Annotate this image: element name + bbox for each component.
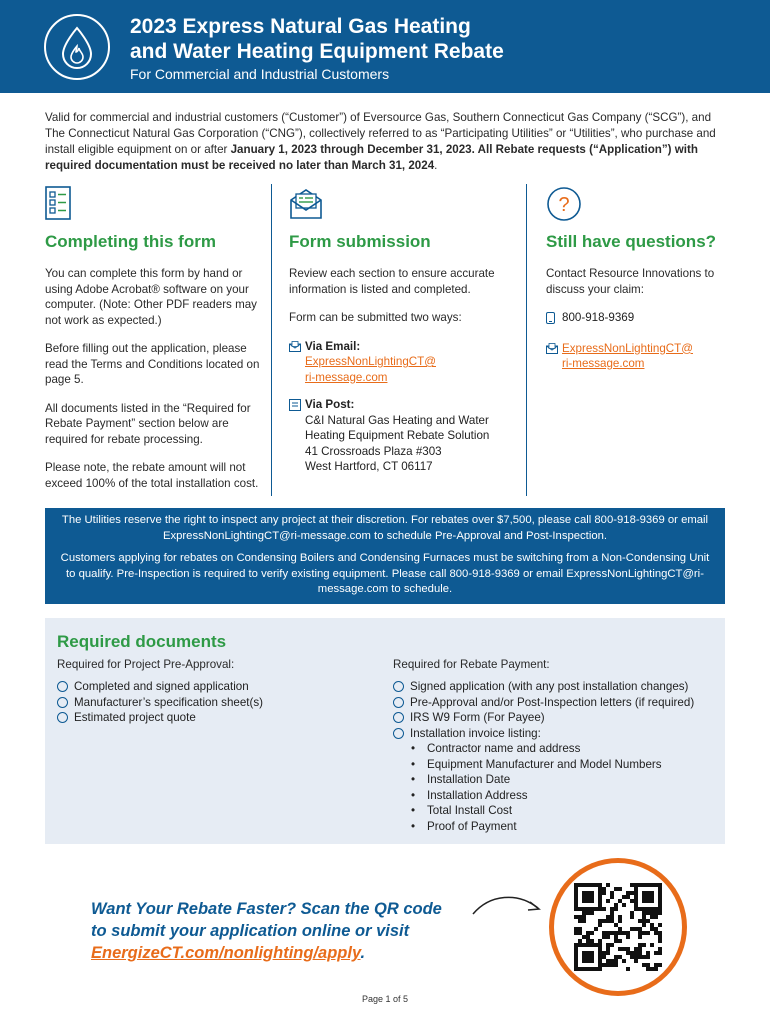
checkbox-circle[interactable] (393, 697, 404, 708)
invoice-bullet-label: Installation Address (427, 788, 528, 802)
completing-heading: Completing this form (45, 232, 216, 251)
post-address-line4: West Hartford, CT 06117 (305, 460, 433, 473)
invoice-bullet: • Proof of Payment (411, 819, 517, 833)
preapproval-item-label: Completed and signed application (74, 680, 249, 693)
invoice-bullet: • Installation Address (411, 788, 528, 802)
checkbox-circle[interactable] (57, 712, 68, 723)
page-title (130, 14, 730, 64)
invoice-bullet: • Installation Date (411, 773, 511, 786)
payment-title: Required for Rebate Payment: (393, 658, 550, 671)
questions-heading: Still have questions? (546, 232, 717, 251)
invoice-bullet: • Total Install Cost (411, 804, 513, 817)
phone-number[interactable]: 800-918-9369 (562, 311, 635, 324)
payment-item-label: Signed application (with any post installation changes) (410, 680, 689, 693)
intro-end: . (434, 159, 438, 172)
cta-end: . (360, 944, 366, 962)
envelope-form-icon (289, 186, 519, 224)
required-heading: Required documents (57, 632, 227, 651)
email-link-line1[interactable]: ExpressNonLightingCT@ (305, 355, 436, 368)
checkbox-circle[interactable] (393, 681, 404, 692)
phone-icon (546, 312, 562, 329)
qr-code-badge[interactable] (549, 858, 687, 996)
completing-p3: All documents listed in the “Required for Rebate Payment” section below are required for rebate processing. (45, 401, 251, 446)
email-label: Via Email: (305, 339, 361, 353)
column-divider (271, 184, 272, 496)
intro-text: Valid for commercial and industrial customers (“Customer”) of Eversource Gas, Southern Connecticut Gas Company (“SCG”), and The Connecticut Natural Gas Corporation (“CNG”), collectively referred to as “Participating Utilities” or “Utilities”, who purchase and install eligible equipment on or after (45, 111, 716, 156)
apply-link[interactable]: EnergizeCT.com/nonlighting/apply (91, 944, 361, 962)
payment-item-label: Pre-Approval and/or Post-Inspection letters (if required) (410, 695, 695, 709)
completing-p1: You can complete this form by hand or using Adobe Acrobat® software on your computer. (Note: Other PDF readers may not work as expected.) (45, 267, 257, 327)
preapproval-item[interactable] (57, 710, 377, 726)
qr-call-to-action (91, 898, 491, 964)
invoice-bullet-label: Total Install Cost (427, 804, 513, 817)
completing-p4: Please note, the rebate amount will not exceed 100% of the total installation cost. (45, 461, 259, 490)
invoice-bullet-label: Installation Date (427, 773, 511, 786)
questions-p1: Contact Resource Innovations to discuss your claim: (546, 267, 715, 296)
notice-p2: Customers applying for rebates on Condensing Boilers and Condensing Furnaces must be switching from a Non-Condensing Unit to qualify. Pre-Inspection is required to verify existing equipment. Please call 800-918-9369 or email ExpressNonLightingCT@ri-message.com to schedule. (60, 552, 710, 595)
contact-email (546, 341, 736, 372)
submission-p1: Review each section to ensure accurate information is listed and completed. (289, 267, 495, 296)
column-divider (526, 184, 527, 496)
email-icon (289, 341, 305, 357)
payment-item[interactable] (393, 679, 723, 695)
post-address-line2: Heating Equipment Rebate Solution (305, 429, 490, 442)
curved-arrow-icon (470, 888, 546, 928)
payment-item[interactable] (393, 726, 723, 742)
payment-item-label: IRS W9 Form (For Payee) (410, 711, 545, 724)
contact-email-line2[interactable]: ri-message.com (562, 357, 645, 370)
checkbox-circle[interactable] (57, 697, 68, 708)
post-label: Via Post: (305, 398, 355, 411)
svg-text:?: ? (558, 194, 570, 216)
post-address-line3: 41 Crossroads Plaza #303 (305, 444, 442, 458)
contact-phone (546, 310, 736, 329)
preapproval-item-label: Manufacturer’s specification sheet(s) (74, 695, 264, 709)
post-address-line1: C&I Natural Gas Heating and Water (305, 413, 489, 427)
email-icon (546, 343, 562, 359)
questions-section (546, 186, 736, 384)
inspection-notice (45, 508, 725, 604)
cta-line2: to submit your application online or visit (91, 922, 410, 940)
payment-item[interactable] (393, 710, 723, 726)
payment-item-label: Installation invoice listing: (410, 726, 541, 740)
invoice-bullet: • Equipment Manufacturer and Model Numbers (411, 757, 662, 771)
invoice-bullet-label: Proof of Payment (427, 819, 517, 833)
header-banner (0, 0, 770, 93)
title-line-1: 2023 Express Natural Gas Heating (130, 15, 471, 38)
preapproval-item[interactable] (57, 679, 377, 695)
invoice-bullet-label: Contractor name and address (427, 742, 581, 755)
completing-section (45, 186, 260, 504)
intro-bold-dates: January 1, 2023 through December 31, 2023. All Rebate requests (“Application”) with required documentation must be received no later than March 31, 2024 (45, 143, 698, 172)
page-subtitle: For Commercial and Industrial Customers (130, 66, 390, 82)
title-line-2: and Water Heating Equipment Rebate (130, 40, 504, 63)
cta-line1: Want Your Rebate Faster? Scan the QR code (91, 900, 442, 918)
qr-code-icon[interactable] (574, 883, 662, 971)
required-documents-box (45, 618, 725, 844)
flame-droplet-icon (59, 26, 95, 70)
checkbox-circle[interactable] (57, 681, 68, 692)
preapproval-title: Required for Project Pre-Approval: (57, 658, 235, 671)
preapproval-item[interactable] (57, 695, 377, 711)
intro-paragraph (45, 110, 725, 174)
mail-icon (289, 399, 305, 416)
payment-column (393, 658, 723, 834)
completing-p2: Before filling out the application, please read the Terms and Conditions located on page 5. (45, 342, 260, 386)
logo-circle (44, 14, 110, 80)
invoice-bullet-label: Equipment Manufacturer and Model Numbers (427, 757, 662, 771)
submit-post (289, 397, 519, 475)
page-number: Page 1 of 5 (361, 994, 409, 1004)
submit-email (289, 339, 519, 386)
contact-email-line1[interactable]: ExpressNonLightingCT@ (562, 341, 693, 355)
submission-p2: Form can be submitted two ways: (289, 311, 462, 324)
payment-item[interactable] (393, 695, 723, 711)
email-link-line2[interactable]: ri-message.com (305, 370, 388, 384)
submission-section (289, 186, 519, 487)
checkbox-circle[interactable] (393, 728, 404, 739)
question-circle-icon (546, 186, 736, 224)
notice-p1: The Utilities reserve the right to inspect any project at their discretion. For rebates over $7,500, please call 800-918-9369 or email ExpressNonLightingCT@ri-message.com to schedule Pre-Approval and Post-Inspection. (61, 514, 709, 542)
checkbox-circle[interactable] (393, 712, 404, 723)
preapproval-item-label: Estimated project quote (74, 711, 196, 724)
checklist-icon (45, 186, 260, 224)
submission-heading: Form submission (289, 232, 431, 251)
preapproval-column (57, 658, 377, 726)
invoice-bullet: • Contractor name and address (411, 742, 581, 755)
